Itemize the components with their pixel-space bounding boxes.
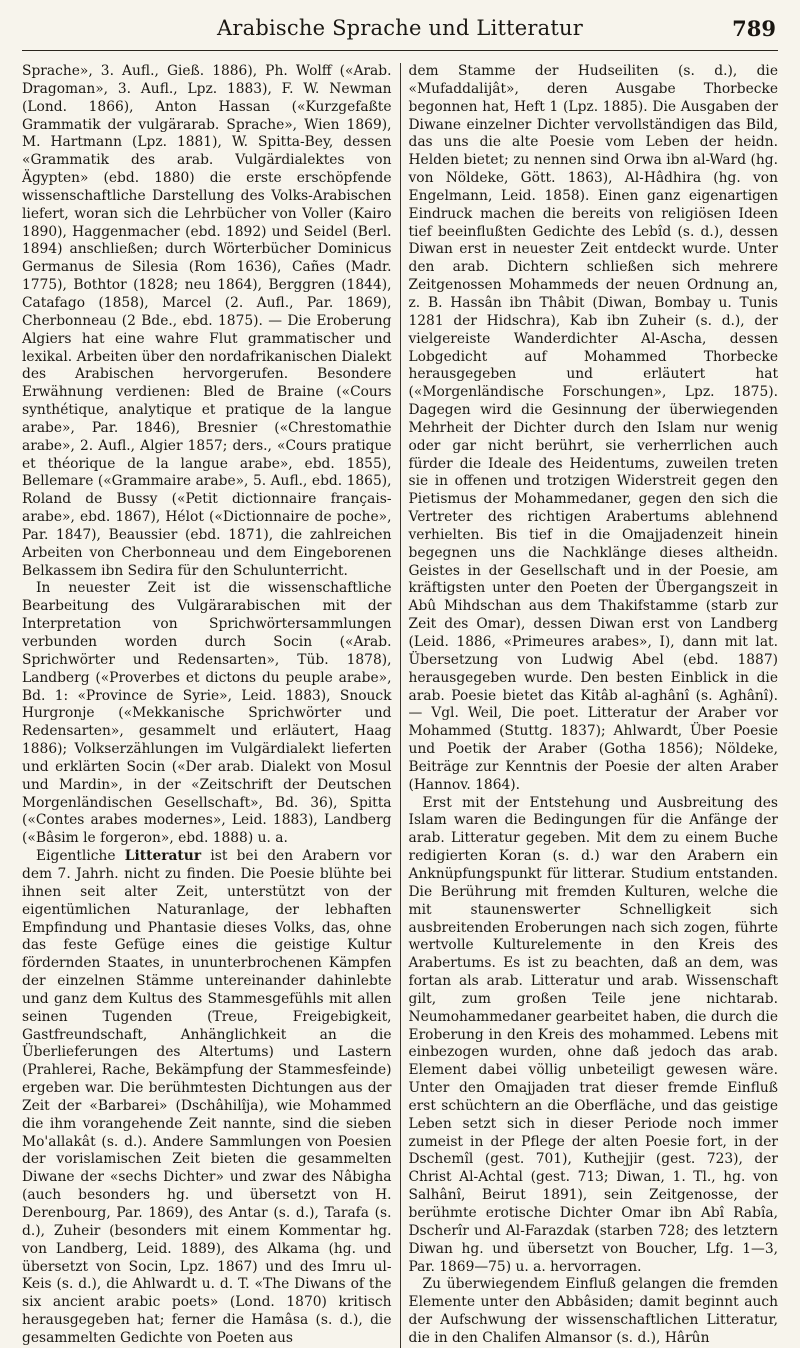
page-header bbox=[22, 4, 778, 51]
left-column bbox=[22, 63, 392, 1348]
right-column bbox=[409, 63, 779, 1348]
paragraph: In neuester Zeit ist die wissenschaftliche Bearbeitung des Vulgärarabischen mit der Interpretation von Sprichwörtersammlungen verbunden worden durch Socin («Arab. Sprichwörter und Redensarten», Tüb. 1878), Landberg («Proverbes et dictons du peuple arabe», Bd. 1: «Province de Syrie», Leid. 1883), Snouck Hurgronje («Mekkanische Sprichwörter und Redensarten», gesammelt und erläutert, Haag 1886); Volkserzählungen im Vulgärdialekt lieferten und erklärten Socin («Der arab. Dialekt von Mosul und Mardin», in der «Zeitschrift der Deutschen Morgenländischen Gesellschaft», Bd. 36), Spitta («Contes arabes modernes», Leid. 1883), Landberg («Bâsim le forgeron», ebd. 1888) u. a. bbox=[22, 580, 392, 847]
paragraph bbox=[22, 848, 392, 1348]
paragraph: dem Stamme der Hudseiliten (s. d.), die «Mufaddalijât», deren Ausgabe Thorbecke begonnen hat, Heft 1 (Lpz. 1885). Die Ausgaben der Diwane einzelner Dichter vervollständigen das Bild, das uns die alte Poesie vom Leben der heidn. Helden bietet; zu nennen sind Orwa ibn al-Ward (hg. von Nöldeke, Gött. 1863), Al-Hâdhira (hg. von Engelmann, Leid. 1858). Einen ganz eigenartigen Eindruck machen die bereits von religiösen Ideen tief beeinflußten Gedichte des Lebîd (s. d.), dessen Diwan erst in neuester Zeit entdeckt wurde. Unter den arab. Dichtern schließen sich mehrere Zeitgenossen Mohammeds der neuen Ordnung an, z. B. Hassân ibn Thâbit (Diwan, Bombay u. Tunis 1281 der Hidschra), Kab ibn Zuheir (s. d.), der vielgereiste Wanderdichter Al-Ascha, dessen Lobgedicht auf Mohammed Thorbecke herausgegeben und erläutert hat («Morgenländische Forschungen», Lpz. 1875). Dagegen wird die Gesinnung der überwiegenden Mehrheit der Dichter durch den Islam nur wenig oder gar nicht berührt, sie verherrlichen auch fürder die Ideale des Heidentums, zuweilen treten sie in offenen und trotzigen Widerstreit gegen den Pietismus der Mohammedaner, gegen den sich die Vertreter des richtigen Arabertums ablehnend verhielten. Bis tief in die Omajjadenzeit hinein begegnen uns die Nachklänge dieses altheidn. Geistes in der Gesellschaft und in der Poesie, am kräftigsten unter den Poeten der Übergangszeit in Abû Mihdschan aus dem Thakifstamme (starb zur Zeit des Omar), dessen Diwan erst von Landberg (Leid. 1886, «Primeures arabes», I), dann mit lat. Übersetzung von Ludwig Abel (ebd. 1887) herausgegeben wurde. Den besten Einblick in die arab. Poesie bietet das Kitâb al-aghânî (s. Aghânî). — Vgl. Weil, Die poet. Litteratur der Araber vor Mohammed (Stuttg. 1837); Ahlwardt, Über Poesie und Poetik der Araber (Gotha 1856); Nöldeke, Beiträge zur Kenntnis der Poesie der alten Araber (Hannov. 1864). bbox=[408, 63, 778, 793]
text-columns bbox=[22, 63, 778, 1348]
column-divider bbox=[400, 63, 401, 1348]
paragraph-text: ist bei den Arabern vor dem 7. Jahrh. nicht zu finden. Die Poesie blühte bei ihnen seit alter Zeit, unterstützt von der eigentümlichen Naturanlage, der lebhaften Empfindung und Phantasie dieses Volks, das, ohne das feste Gefüge eines die geistige Kultur fördernden Staates, in ununterbrochenen Kämpfen der einzelnen Stämme untereinander dahinlebte und ganz dem Kultus des Stammesgefühls mit allen seinen Tugenden (Treue, Freigebigkeit, Gastfreundschaft, Anhänglichkeit an die Überlieferungen des Altertums) und Lastern (Prahlerei, Rache, Bekämpfung der Stammesfeinde) ergeben war. Die berühmtesten Dichtungen aus der Zeit der «Barbarei» (Dschâhilîja), wie Mohammed die ihm vorangehende Zeit nannte, sind die sieben Mo'allakât (s. d.). Andere Sammlungen von Poesien der vorislamischen Zeit bieten die gesammelten Diwane der «sechs Dichter» und zwar des Nâbigha (auch besonders hg. und übersetzt von H. Derenbourg, Par. 1869), des Antar (s. d.), Tarafa (s. d.), Zuheir (besonders mit einem Kommentar hg. von Landberg, Leid. 1889), des Alkama (hg. und übersetzt von Socin, Lpz. 1867) und des Imru ul-Keis (s. d.), die Ahlwardt u. d. T. «The Diwans of the six ancient arabic poets» (Lond. 1870) kritisch herausgegeben hat; ferner die Hamâsa (s. d.), die gesammelten Gedichte von Poeten aus bbox=[22, 848, 392, 1346]
bold-term: Litteratur bbox=[124, 848, 202, 865]
page-number: 789 bbox=[732, 16, 776, 41]
paragraph-lead: Eigentliche bbox=[36, 848, 125, 865]
running-head: Arabische Sprache und Litteratur bbox=[217, 16, 583, 40]
paragraph: Zu überwiegendem Einfluß gelangen die fremden Elemente unter den Abbâsiden; damit beginnt auch der Aufschwung der wissenschaftlichen Litteratur, die in den Chalifen Almansor (s. d.), Hârûn bbox=[408, 1276, 778, 1346]
paragraph: Sprache», 3. Aufl., Gieß. 1886), Ph. Wolff («Arab. Dragoman», 3. Aufl., Lpz. 1883), F. W. Newman (Lond. 1866), Anton Hassan («Kurzgefaßte Grammatik der vulgärarab. Sprache», Wien 1869), M. Hartmann (Lpz. 1881), W. Spitta-Bey, dessen «Grammatik des arab. Vulgärdialektes von Ägypten» (ebd. 1880) die erste erschöpfende wissenschaftliche Darstellung des Volks-Arabischen liefert, woran sich die Lehrbücher von Voller (Kairo 1890), Haggenmacher (ebd. 1892) und Seidel (Berl. 1894) anschließen; durch Wörterbücher Dominicus Germanus de Silesia (Rom 1636), Cañes (Madr. 1775), Bothtor (1828; neu 1864), Berggren (1844), Catafago (1858), Marcel (2. Aufl., Par. 1869), Cherbonneau (2 Bde., ebd. 1875). — Die Eroberung Algiers hat eine wahre Flut grammatischer und lexikal. Arbeiten über den nordafrikanischen Dialekt des Arabischen hervorgerufen. Besondere Erwähnung verdienen: Bled de Braine («Cours synthétique, analytique et pratique de la langue arabe», Par. 1846), Bresnier («Chrestomathie arabe», 2. Aufl., Algier 1857; ders., «Cours pratique et théorique de la langue arabe», ebd. 1855), Bellemare («Grammaire arabe», 5. Aufl., ebd. 1865), Roland de Bussy («Petit dictionnaire français-arabe», ebd. 1867), Hélot («Dictionnaire de poche», Par. 1847), Beaussier (ebd. 1871), die zahlreichen Arbeiten von Cherbonneau und dem Eingeborenen Belkassem ibn Sedira für den Schulunterricht. bbox=[22, 63, 392, 579]
paragraph: Erst mit der Entstehung und Ausbreitung des Islam waren die Bedingungen für die Anfänge der arab. Litteratur gegeben. Mit dem zu einem Buche redigierten Koran (s. d.) war den Arabern ein Anknüpfungspunkt für litterar. Studium entstanden. Die Berührung mit fremden Kulturen, welche die mit staunenswerter Schnelligkeit sich ausbreitenden Eroberungen nach sich zogen, führte wertvolle Kulturelemente in den Kreis des Arabertums. Es ist zu beachten, daß an dem, was fortan als arab. Litteratur und arab. Wissenschaft gilt, zum großen Teile jene nichtarab. Neumohammedaner gearbeitet haben, die durch die Eroberung in den Kreis des mohammed. Lebens mit einbezogen wurden, ohne daß jedoch das arab. Element dabei völlig unbeteiligt gewesen wäre. Unter den Omajjaden trat dieser fremde Einfluß erst schüchtern an die Oberfläche, und das geistige Leben setzt sich in dieser Periode noch immer zumeist in der Pflege der alten Poesie fort, in der Dschemîl (gest. 701), Kuthejjir (gest. 723), der Christ Al-Achtal (gest. 713; Diwan, 1. Tl., hg. von Salhânî, Beirut 1891), sein Zeitgenosse, der berühmte erotische Dichter Omar ibn Abî Rabîa, Dscherîr und Al-Farazdak (starben 728; des letztern Diwan hg. und übersetzt von Boucher, Lfg. 1—3, Par. 1869—75) u. a. hervorragen. bbox=[408, 794, 778, 1275]
